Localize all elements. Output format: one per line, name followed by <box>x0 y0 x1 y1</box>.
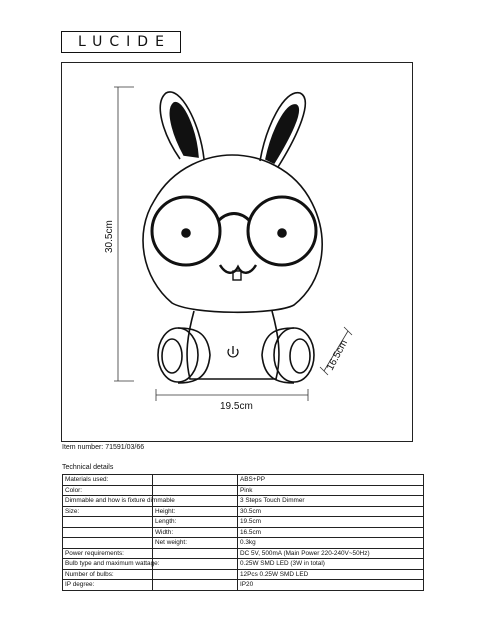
spec-row <box>63 580 424 591</box>
spec-value: 12Pcs 0.25W SMD LED <box>238 569 424 580</box>
spec-sublabel <box>153 548 238 559</box>
power-icon <box>228 346 238 357</box>
spec-sublabel <box>153 475 238 486</box>
item-number-value: 71591/03/66 <box>105 444 145 451</box>
technical-details-table <box>62 474 424 591</box>
spec-label: Power requirements: <box>63 548 153 559</box>
spec-sublabel: Width: <box>153 527 238 538</box>
head <box>143 155 322 312</box>
spec-row <box>63 517 424 528</box>
spec-value: 3 Steps Touch Dimmer <box>238 496 424 507</box>
logo-text: LUCIDE <box>78 34 171 50</box>
left-foot-outer <box>158 328 198 382</box>
bunny-lamp-drawing <box>62 63 414 443</box>
technical-details-title: Technical details <box>62 464 114 471</box>
right-foot-outer <box>274 328 314 382</box>
item-number-label: Item number: <box>62 444 104 451</box>
right-ear-inner <box>266 105 298 163</box>
left-eye <box>182 229 190 237</box>
spec-row <box>63 475 424 486</box>
spec-label <box>63 527 153 538</box>
spec-sublabel <box>153 559 238 570</box>
spec-sublabel: Height: <box>153 506 238 517</box>
spec-sublabel <box>153 485 238 496</box>
left-ear-inner <box>170 103 198 157</box>
spec-label: Color: <box>63 485 153 496</box>
width-dimension-label: 19.5cm <box>220 401 253 412</box>
spec-row <box>63 485 424 496</box>
spec-row <box>63 496 424 507</box>
spec-label <box>63 517 153 528</box>
spec-label: Materials used: <box>63 475 153 486</box>
left-leg <box>178 328 210 383</box>
spec-value: Pink <box>238 485 424 496</box>
spec-row <box>63 506 424 517</box>
spec-sublabel: Length: <box>153 517 238 528</box>
spec-value: 19.5cm <box>238 517 424 528</box>
item-number <box>62 444 144 451</box>
spec-row <box>63 569 424 580</box>
spec-value: 30.5cm <box>238 506 424 517</box>
height-dimension-label: 30.5cm <box>104 220 115 253</box>
spec-row <box>63 548 424 559</box>
spec-label: Bulb type and maximum wattage: <box>63 559 153 570</box>
spec-row <box>63 527 424 538</box>
product-drawing-frame <box>61 62 413 442</box>
spec-row <box>63 559 424 570</box>
left-foot-inner <box>162 339 182 373</box>
spec-label: Size: <box>63 506 153 517</box>
right-eye <box>278 229 286 237</box>
spec-value: IP20 <box>238 580 424 591</box>
spec-sublabel: Net weight: <box>153 538 238 549</box>
spec-label: IP degree: <box>63 580 153 591</box>
spec-row <box>63 538 424 549</box>
right-foot-inner <box>290 339 310 373</box>
spec-value: DC 5V, 500mA (Main Power 220-240V~50Hz) <box>238 548 424 559</box>
depth-dimension-label: 16.5cm <box>324 338 351 373</box>
glasses-bridge <box>218 214 250 222</box>
spec-value: 16.5cm <box>238 527 424 538</box>
spec-sublabel <box>153 580 238 591</box>
spec-label: Number of bulbs: <box>63 569 153 580</box>
spec-sublabel <box>153 569 238 580</box>
spec-label <box>63 538 153 549</box>
spec-value: ABS+PP <box>238 475 424 486</box>
spec-label: Dimmable and how is fixture dimmable <box>63 496 153 507</box>
spec-value: 0.3kg <box>238 538 424 549</box>
spec-value: 0.25W SMD LED (3W in total) <box>238 559 424 570</box>
brand-logo <box>61 31 181 53</box>
